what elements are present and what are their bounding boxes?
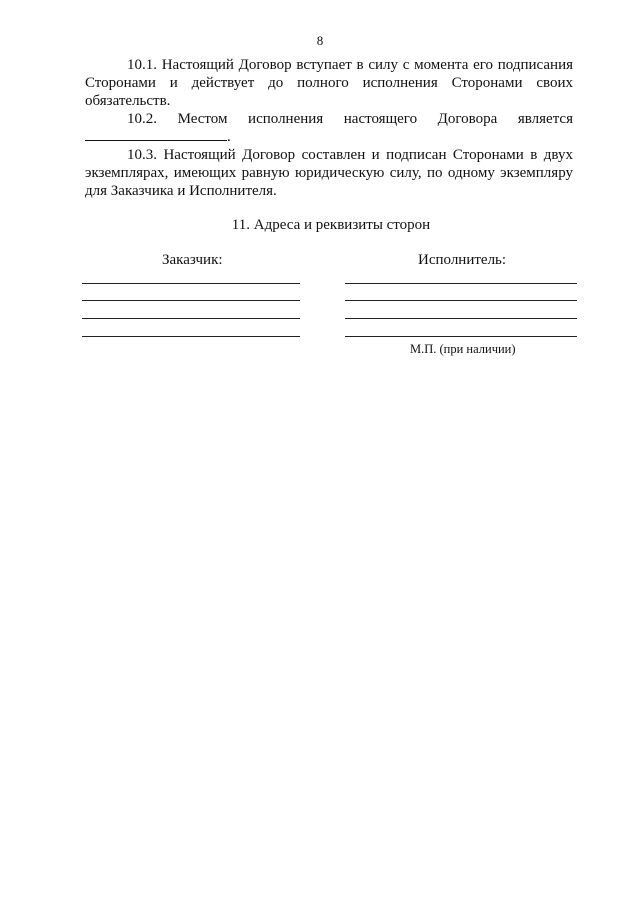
contractor-line: [345, 318, 577, 319]
customer-line: [82, 336, 300, 337]
clause-10-2: [85, 110, 573, 128]
contractor-line: [345, 300, 577, 301]
contractor-line: [345, 336, 577, 337]
customer-line: [82, 300, 300, 301]
clause-10-1: 10.1. Настоящий Договор вступает в силу с момента его подписания Сторонами и действует до полного исполнения Сторонами своих обязательств.: [85, 57, 573, 109]
section-title: 11. Адреса и реквизиты сторон: [231, 217, 431, 233]
contractor-label: Исполнитель:: [418, 252, 507, 268]
stamp-note: М.П. (при наличии): [410, 342, 516, 356]
clause-10-2-tail: .: [227, 129, 231, 145]
clause-10-2-blank: [85, 128, 573, 146]
customer-label: Заказчик:: [162, 252, 223, 268]
clause-10-2-text: 10.2. Местом исполнения настоящего Договора является: [127, 111, 573, 127]
contractor-line: [345, 283, 577, 284]
clauses-block: [85, 56, 573, 200]
customer-line: [82, 283, 300, 284]
place-of-performance-blank: [85, 128, 227, 141]
page-number: 8: [316, 33, 324, 48]
customer-line: [82, 318, 300, 319]
clause-10-3: 10.3. Настоящий Договор составлен и подписан Сторонами в двух экземплярах, имеющих равную юридическую силу, по одному экземпляру для Заказчика и Исполнителя.: [85, 147, 573, 199]
